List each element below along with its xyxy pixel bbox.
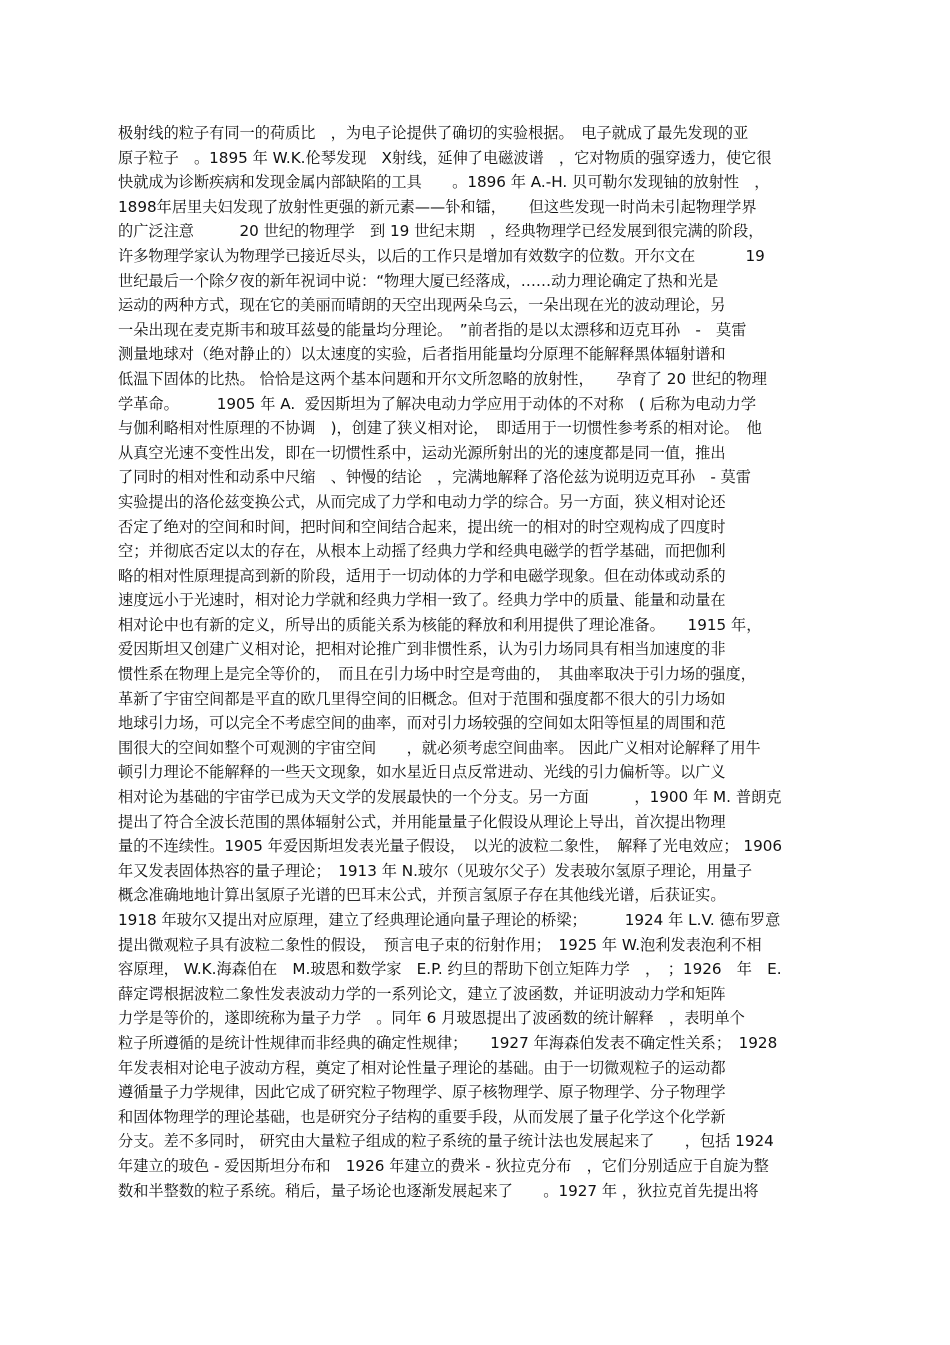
text-line: 相对论为基础的宇宙学已成为天文学的发展最快的一个分支。另一方面 ，1900 年 M. 普朗克 (118, 788, 782, 807)
text-line: 容原理， W.K.海森伯在 M.玻恩和数学家 E.P. 约旦的帮助下创立矩阵力学 ， ；1926 年 E. (118, 960, 782, 979)
text-line: 与伽利略相对性原理的不协调 )，创建了狭义相对论， 即适用于一切惯性参考系的相对论。 他 (118, 419, 762, 438)
text-line: 惯性系在物理上是完全等价的， 而且在引力场中时空是弯曲的， 其曲率取决于引力场的强度， (118, 665, 756, 684)
text-line: 快就成为诊断疾病和发现金属内部缺陷的工具 。1896 年 A.-H. 贝可勒尔发现铀的放射性 ， (118, 173, 770, 192)
text-line: 地球引力场，可以完全不考虑空间的曲率，而对引力场较强的空间如太阳等恒星的周围和范 (118, 714, 726, 733)
text-line: 运动的两种方式，现在它的美丽而晴朗的天空出现两朵乌云，一朵出现在光的波动理论，另 (118, 296, 726, 315)
text-line: 薛定谔根据波粒二象性发表波动力学的一系列论文，建立了波函数，并证明波动力学和矩阵 (118, 984, 726, 1003)
text-line: 低温下固体的比热。 恰恰是这两个基本问题和开尔文所忽略的放射性， 孕育了 20 世纪的物理 (118, 369, 767, 388)
text-line: 原子粒子 。1895 年 W.K.伦琴发现 X射线，延伸了电磁波谱 ，它对物质的强穿透力，使它很 (118, 148, 772, 167)
text-line: 略的相对性原理提高到新的阶段，适用于一切动体的力学和电磁学现象。但在动体或动系的 (118, 566, 726, 585)
text-line: 许多物理学家认为物理学已接近尽头，以后的工作只是增加有效数字的位数。开尔文在 19 (118, 246, 765, 265)
text-line: 否定了绝对的空间和时间，把时间和空间结合起来，提出统一的相对的时空观构成了四度时 (118, 517, 726, 536)
text-line: 爱因斯坦又创建广义相对论，把相对论推广到非惯性系，认为引力场同具有相当加速度的非 (118, 640, 726, 659)
body-text (118, 121, 893, 1203)
text-line: 从真空光速不变性出发，即在一切惯性系中，运动光源所射出的光的速度都是同一值，推出 (118, 443, 726, 462)
text-line: 1898年居里夫妇发现了放射性更强的新元素——钋和镭， 但这些发现一时尚未引起物理学界 (118, 197, 757, 216)
text-line: 顿引力理论不能解释的一些天文现象，如水星近日点反常进动、光线的引力偏析等。以广义 (118, 763, 726, 782)
text-line: 年建立的玻色 - 爱因斯坦分布和 1926 年建立的费米 - 狄拉克分布 ，它们分别适应于自旋为整 (118, 1156, 769, 1175)
text-line: 提出了符合全波长范围的黑体辐射公式，并用能量量子化假设从理论上导出，首次提出物理 (118, 812, 726, 831)
text-line: 粒子所遵循的是统计性规律而非经典的确定性规律； 1927 年海森伯发表不确定性关系； 1928 (118, 1033, 778, 1052)
text-line: 数和半整数的粒子系统。稍后，量子场论也逐渐发展起来了 。1927 年 ，狄拉克首先提出将 (118, 1181, 759, 1200)
text-line: 革新了宇宙空间都是平直的欧几里得空间的旧概念。但对于范围和强度都不很大的引力场如 (118, 689, 726, 708)
text-line: 提出微观粒子具有波粒二象性的假设， 预言电子束的衍射作用； 1925 年 W.泡利发表泡利不相 (118, 935, 762, 954)
text-line: 了同时的相对性和动系中尺缩 、钟慢的结论 ，完满地解释了洛伦兹为说明迈克耳孙 - 莫雷 (118, 468, 751, 487)
text-line: 测量地球对（绝对静止的）以太速度的实验，后者指用能量均分原理不能解释黑体辐射谱和 (118, 345, 726, 364)
text-line: 分支。差不多同时， 研究由大量粒子组成的粒子系统的量子统计法也发展起来了 ，包括 1924 (118, 1132, 774, 1151)
text-line: 年又发表固体热容的量子理论； 1913 年 N.玻尔（见玻尔父子）发表玻尔氢原子理论，用量子 (118, 861, 753, 880)
text-line: 相对论中也有新的定义，所导出的质能关系为核能的释放和利用提供了理论准备。 1915 年， (118, 615, 762, 634)
text-line: 的广泛注意 20 世纪的物理学 到 19 世纪末期 ，经典物理学已经发展到很完满的阶段， (118, 222, 764, 241)
text-line: 遵循量子力学规律，因此它成了研究粒子物理学、原子核物理学、原子物理学、分子物理学 (118, 1083, 726, 1102)
text-line: 一朵出现在麦克斯韦和玻耳兹曼的能量均分理论。 ”前者指的是以太漂移和迈克耳孙 - 莫雷 (118, 320, 747, 339)
text-line: 年发表相对论电子波动方程，奠定了相对论性量子理论的基础。由于一切微观粒子的运动都 (118, 1058, 726, 1077)
text-line: 速度远小于光速时，相对论力学就和经典力学相一致了。经典力学中的质量、能量和动量在 (118, 591, 726, 610)
text-line: 和固体物理学的理论基础，也是研究分子结构的重要手段，从而发展了量子化学这个化学新 (118, 1107, 726, 1126)
text-line: 空；并彻底否定以太的存在，从根本上动摇了经典力学和经典电磁学的哲学基础，而把伽利 (118, 542, 726, 561)
text-line: 世纪最后一个除夕夜的新年祝词中说：“物理大厦已经落成，……动力理论确定了热和光是 (118, 271, 719, 290)
text-line: 极射线的粒子有同一的荷质比 ，为电子论提供了确切的实验根据。 电子就成了最先发现的亚 (118, 124, 749, 142)
text-line: 力学是等价的，遂即统称为量子力学 。同年 6 月玻恩提出了波函数的统计解释 ，表明单个 (118, 1009, 745, 1028)
text-line: 1918 年玻尔又提出对应原理，建立了经典理论通向量子理论的桥梁； 1924 年 L.V. 德布罗意 (118, 911, 781, 929)
text-line: 量的不连续性。1905 年爱因斯坦发表光量子假设， 以光的波粒二象性， 解释了光电效应； 1906 (118, 837, 783, 856)
text-line: 概念准确地地计算出氢原子光谱的巴耳末公式，并预言氢原子存在其他线光谱，后获证实。 (118, 886, 726, 905)
text-line: 学革命。 1905 年 A. 爱因斯坦为了解决电动力学应用于动体的不对称 ( 后称为电动力学 (118, 394, 757, 413)
text-line: 围很大的空间如整个可观测的宇宙空间 ，就必须考虑空间曲率。 因此广义相对论解释了用牛 (118, 738, 761, 757)
text-line: 实验提出的洛伦兹变换公式，从而完成了力学和电动力学的综合。另一方面，狭义相对论还 (118, 492, 726, 511)
